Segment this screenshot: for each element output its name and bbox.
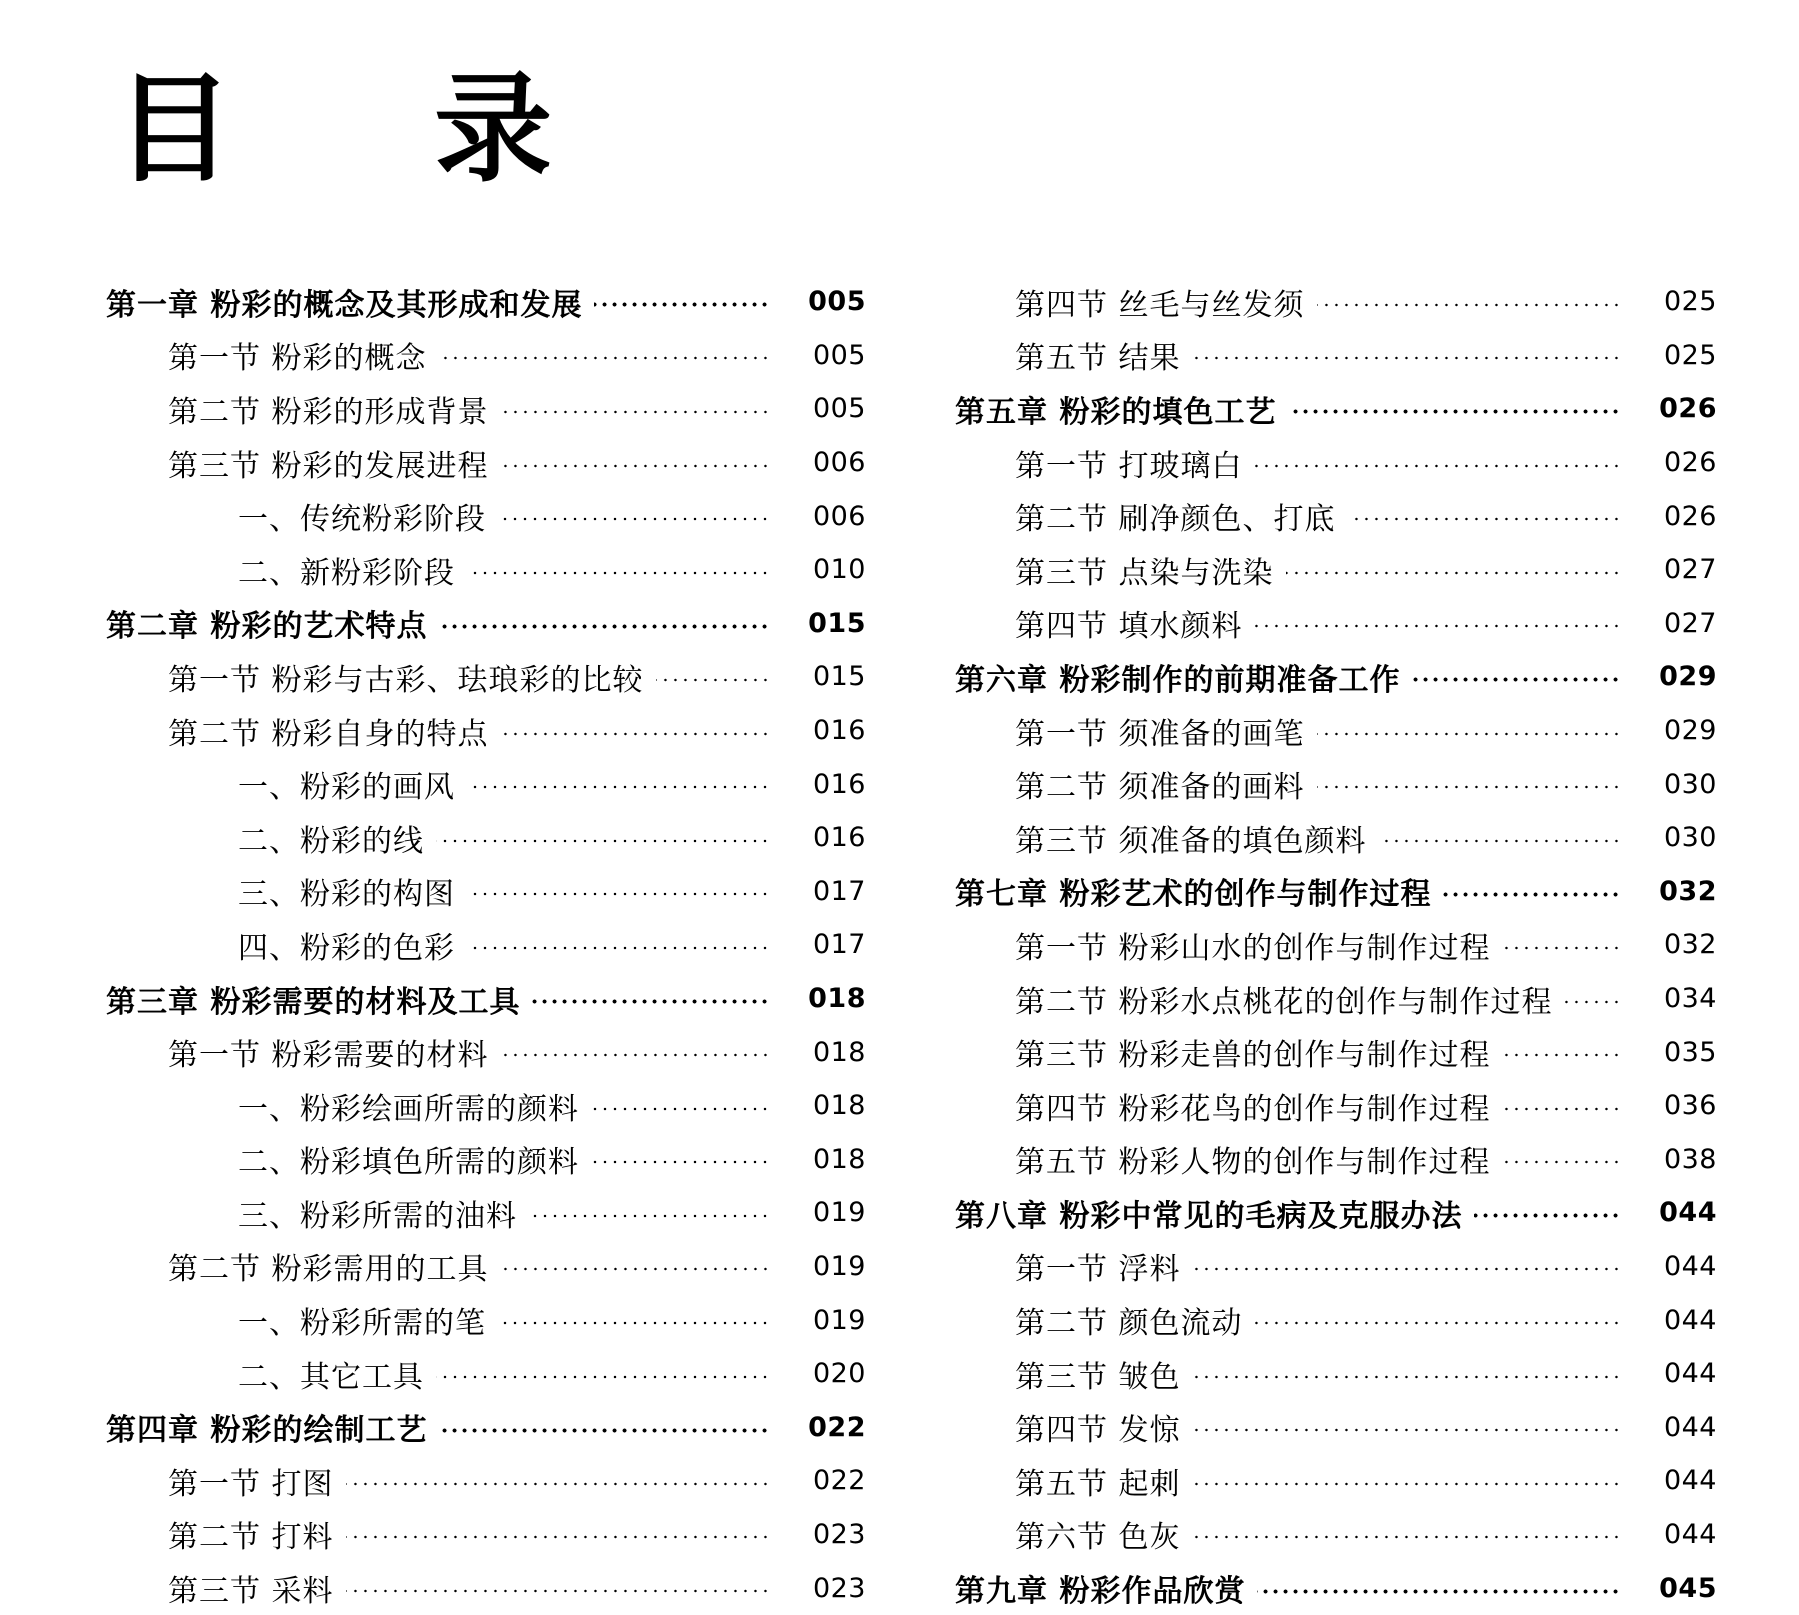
- dot-leader: [1348, 517, 1621, 521]
- toc-entry-title: 第六节 色灰: [1015, 1520, 1181, 1556]
- toc-page-number: 029: [1663, 715, 1717, 747]
- toc-subsection-entry[interactable]: [106, 1079, 866, 1133]
- toc-section-entry[interactable]: [955, 757, 1717, 811]
- toc-entry-title: 第一节 粉彩的概念: [168, 341, 427, 377]
- toc-entry-title: 第一节 打图: [168, 1466, 334, 1502]
- toc-entry-title: 第二节 粉彩的形成背景: [168, 394, 489, 430]
- toc-entry-title: 第二章 粉彩的艺术特点: [106, 609, 428, 645]
- dot-leader: [1317, 732, 1621, 736]
- toc-page-number: 006: [812, 447, 866, 479]
- toc-chapter-entry[interactable]: [955, 1186, 1717, 1240]
- toc-page-number: 006: [812, 500, 866, 532]
- toc-entry-title: 二、粉彩填色所需的颜料: [238, 1145, 579, 1181]
- toc-entry-title: 第四节 丝毛与丝发须: [1015, 287, 1305, 323]
- page-title: 目 录: [115, 60, 633, 198]
- toc-entry-title: 第三节 点染与洗染: [1015, 555, 1274, 591]
- toc-section-entry[interactable]: [955, 436, 1717, 490]
- toc-entry-title: 二、粉彩的线: [238, 823, 424, 859]
- toc-entry-title: 一、传统粉彩阶段: [238, 502, 486, 538]
- toc-page-number: 015: [812, 661, 866, 693]
- dot-leader: [439, 624, 770, 629]
- toc-page-number: 010: [812, 554, 866, 586]
- toc-entry-title: 第三节 须准备的填色颜料: [1015, 823, 1367, 859]
- toc-subsection-entry[interactable]: [106, 489, 866, 543]
- toc-chapter-entry[interactable]: [106, 972, 866, 1026]
- dot-leader: [439, 1428, 770, 1433]
- toc-entry-title: 第三章 粉彩需要的材料及工具: [106, 984, 521, 1020]
- dot-leader: [1193, 1535, 1621, 1539]
- toc-section-entry[interactable]: [106, 1454, 866, 1508]
- toc-page-number: 015: [808, 607, 866, 639]
- dot-leader: [498, 1321, 770, 1325]
- dot-leader: [1255, 464, 1621, 468]
- toc-entry-title: 第四节 填水颜料: [1015, 609, 1243, 645]
- toc-subsection-entry[interactable]: [106, 1133, 866, 1187]
- toc-entry-title: 第五章 粉彩的填色工艺: [955, 394, 1277, 430]
- toc-subsection-entry[interactable]: [106, 543, 866, 597]
- toc-page-number: 030: [1663, 768, 1717, 800]
- dot-leader: [1379, 839, 1621, 843]
- dot-leader: [501, 1267, 770, 1271]
- toc-page-number: 018: [812, 1090, 866, 1122]
- dot-leader: [1503, 1107, 1621, 1111]
- toc-section-entry[interactable]: [955, 597, 1717, 651]
- toc-page-number: 018: [812, 1036, 866, 1068]
- toc-section-entry[interactable]: [955, 1293, 1717, 1347]
- toc-page-number: 005: [812, 393, 866, 425]
- toc-page-number: 025: [1663, 339, 1717, 371]
- dot-leader: [1503, 1053, 1621, 1057]
- toc-page-number: 023: [812, 1572, 866, 1604]
- toc-entry-title: 第五节 结果: [1015, 341, 1181, 377]
- toc-page-number: 017: [812, 875, 866, 907]
- toc-entry-title: 第一节 粉彩与古彩、珐琅彩的比较: [168, 662, 644, 698]
- dot-leader: [1286, 571, 1621, 575]
- dot-leader: [1503, 1160, 1621, 1164]
- toc-chapter-entry[interactable]: [955, 650, 1717, 704]
- dot-leader: [529, 1214, 770, 1218]
- toc-page-number: 044: [1659, 1197, 1717, 1229]
- dot-leader: [467, 946, 770, 950]
- toc-chapter-entry[interactable]: [106, 597, 866, 651]
- toc-entry-title: 第二节 粉彩水点桃花的创作与制作过程: [1015, 984, 1553, 1020]
- toc-section-entry[interactable]: [106, 436, 866, 490]
- toc-section-entry[interactable]: [955, 1400, 1717, 1454]
- dot-leader: [498, 517, 770, 521]
- toc-section-entry[interactable]: [106, 382, 866, 436]
- toc-entry-title: 第一节 粉彩需要的材料: [168, 1038, 489, 1074]
- toc-chapter-entry[interactable]: [106, 275, 866, 329]
- dot-leader: [436, 1375, 770, 1379]
- toc-page-number: 029: [1659, 661, 1717, 693]
- toc-page-number: 032: [1663, 929, 1717, 961]
- toc-section-entry[interactable]: [955, 1240, 1717, 1294]
- dot-leader: [1193, 1267, 1621, 1271]
- toc-page-number: 030: [1663, 822, 1717, 854]
- toc-page-number: 044: [1663, 1465, 1717, 1497]
- toc-entry-title: 第二节 须准备的画料: [1015, 770, 1305, 806]
- toc-page-number: 038: [1663, 1143, 1717, 1175]
- toc-page-number: 026: [1663, 500, 1717, 532]
- toc-section-entry[interactable]: [955, 329, 1717, 383]
- toc-entry-title: 一、粉彩所需的笔: [238, 1306, 486, 1342]
- toc-page-number: 036: [1663, 1090, 1717, 1122]
- toc-section-entry[interactable]: [955, 1025, 1717, 1079]
- toc-page-number: 022: [808, 1411, 866, 1443]
- toc-section-entry[interactable]: [955, 918, 1717, 972]
- toc-chapter-entry[interactable]: [955, 382, 1717, 436]
- toc-entry-title: 第一章 粉彩的概念及其形成和发展: [106, 287, 583, 323]
- toc-subsection-entry[interactable]: [106, 1293, 866, 1347]
- toc-section-entry[interactable]: [106, 1240, 866, 1294]
- toc-section-entry[interactable]: [106, 1561, 866, 1615]
- toc-entry-title: 第三节 皱色: [1015, 1359, 1181, 1395]
- toc-page-number: 020: [812, 1358, 866, 1390]
- toc-section-entry[interactable]: [955, 972, 1717, 1026]
- dot-leader: [656, 678, 770, 682]
- dot-leader: [501, 732, 770, 736]
- toc-page-number: 044: [1663, 1411, 1717, 1443]
- toc-page-number: 019: [812, 1250, 866, 1282]
- toc-entry-title: 第三节 粉彩走兽的创作与制作过程: [1015, 1038, 1491, 1074]
- toc-page-number: 044: [1663, 1304, 1717, 1336]
- toc-entry-title: 一、粉彩的画风: [238, 770, 455, 806]
- dot-leader: [1443, 892, 1621, 897]
- dot-leader: [1193, 1428, 1621, 1432]
- toc-subsection-entry[interactable]: [106, 918, 866, 972]
- dot-leader: [1193, 1482, 1621, 1486]
- toc-section-entry[interactable]: [955, 704, 1717, 758]
- dot-leader: [1565, 1000, 1621, 1004]
- toc-entry-title: 第一节 粉彩山水的创作与制作过程: [1015, 930, 1491, 966]
- toc-entry-title: 第二节 打料: [168, 1520, 334, 1556]
- toc-entry-title: 第四节 粉彩花鸟的创作与制作过程: [1015, 1091, 1491, 1127]
- toc-entry-title: 第八章 粉彩中常见的毛病及克服办法: [955, 1198, 1463, 1234]
- toc-section-entry[interactable]: [955, 275, 1717, 329]
- toc-page-number: 018: [808, 983, 866, 1015]
- toc-page-number: 023: [812, 1518, 866, 1550]
- toc-page-number: 044: [1663, 1518, 1717, 1550]
- toc-column-left: [106, 275, 866, 1615]
- toc-page-number: 044: [1663, 1250, 1717, 1282]
- toc-page-number: 035: [1663, 1036, 1717, 1068]
- toc-entry-title: 第九章 粉彩作品欣赏: [955, 1574, 1246, 1610]
- dot-leader: [1288, 409, 1621, 414]
- toc-entry-title: 三、粉彩的构图: [238, 877, 455, 913]
- toc-page-number: 032: [1659, 875, 1717, 907]
- toc-entry-title: 第一节 须准备的画笔: [1015, 716, 1305, 752]
- dot-leader: [1474, 1213, 1621, 1218]
- toc-section-entry[interactable]: [955, 1508, 1717, 1562]
- toc-section-entry[interactable]: [955, 543, 1717, 597]
- toc-page-number: 026: [1663, 447, 1717, 479]
- dot-leader: [346, 1482, 770, 1486]
- toc-entry-title: 第七章 粉彩艺术的创作与制作过程: [955, 877, 1432, 913]
- toc-page-number: 027: [1663, 607, 1717, 639]
- toc-section-entry[interactable]: [106, 650, 866, 704]
- dot-leader: [1317, 785, 1621, 789]
- toc-entry-title: 二、新粉彩阶段: [238, 555, 455, 591]
- toc-section-entry[interactable]: [955, 811, 1717, 865]
- toc-section-entry[interactable]: [106, 1508, 866, 1562]
- toc-page-number: 005: [808, 286, 866, 318]
- dot-leader: [439, 356, 770, 360]
- toc-section-entry[interactable]: [955, 489, 1717, 543]
- toc-page-number: 044: [1663, 1358, 1717, 1390]
- toc-entry-title: 第五节 粉彩人物的创作与制作过程: [1015, 1145, 1491, 1181]
- dot-leader: [591, 1160, 770, 1164]
- toc-entry-title: 第三节 采料: [168, 1574, 334, 1610]
- toc-entry-title: 四、粉彩的色彩: [238, 930, 455, 966]
- toc-section-entry[interactable]: [955, 1454, 1717, 1508]
- toc-entry-title: 第六章 粉彩制作的前期准备工作: [955, 662, 1401, 698]
- dot-leader: [591, 1107, 770, 1111]
- dot-leader: [1412, 677, 1621, 682]
- toc-page-number: 022: [812, 1465, 866, 1497]
- toc-entry-title: 第四章 粉彩的绘制工艺: [106, 1413, 428, 1449]
- toc-page-number: 045: [1659, 1572, 1717, 1604]
- toc-page-number: 017: [812, 929, 866, 961]
- toc-subsection-entry[interactable]: [106, 1186, 866, 1240]
- toc-page-number: 019: [812, 1197, 866, 1229]
- dot-leader: [467, 571, 770, 575]
- dot-leader: [346, 1589, 770, 1593]
- toc-entry-title: 第四节 发惊: [1015, 1413, 1181, 1449]
- toc-chapter-entry[interactable]: [106, 1400, 866, 1454]
- toc-page-number: 025: [1663, 286, 1717, 318]
- toc-column-right: [955, 275, 1717, 1615]
- toc-subsection-entry[interactable]: [106, 757, 866, 811]
- dot-leader: [594, 302, 770, 307]
- toc-entry-title: 第一节 浮料: [1015, 1252, 1181, 1288]
- toc-section-entry[interactable]: [106, 329, 866, 383]
- toc-chapter-entry[interactable]: [955, 1561, 1717, 1615]
- dot-leader: [1317, 303, 1621, 307]
- toc-section-entry[interactable]: [106, 1025, 866, 1079]
- toc-section-entry[interactable]: [106, 704, 866, 758]
- toc-entry-title: 第五节 起刺: [1015, 1466, 1181, 1502]
- dot-leader: [467, 785, 770, 789]
- dot-leader: [467, 892, 770, 896]
- toc-entry-title: 二、其它工具: [238, 1359, 424, 1395]
- dot-leader: [501, 410, 770, 414]
- dot-leader: [346, 1535, 770, 1539]
- toc-entry-title: 第一节 打玻璃白: [1015, 448, 1243, 484]
- toc-entry-title: 第三节 粉彩的发展进程: [168, 448, 489, 484]
- toc-page-number: 019: [812, 1304, 866, 1336]
- toc-section-entry[interactable]: [955, 1347, 1717, 1401]
- toc-page-number: 016: [812, 768, 866, 800]
- dot-leader: [1193, 1375, 1621, 1379]
- toc-page-number: 027: [1663, 554, 1717, 586]
- toc-page-number: 018: [812, 1143, 866, 1175]
- dot-leader: [1257, 1589, 1621, 1594]
- dot-leader: [1255, 1321, 1621, 1325]
- toc-entry-title: 第二节 粉彩自身的特点: [168, 716, 489, 752]
- toc-section-entry[interactable]: [955, 1133, 1717, 1187]
- toc-subsection-entry[interactable]: [106, 865, 866, 919]
- toc-page-number: 016: [812, 822, 866, 854]
- toc-page-number: 034: [1663, 983, 1717, 1015]
- toc-page-number: 026: [1659, 393, 1717, 425]
- dot-leader: [501, 464, 770, 468]
- toc-entry-title: 三、粉彩所需的油料: [238, 1198, 517, 1234]
- toc-entry-title: 第二节 粉彩需用的工具: [168, 1252, 489, 1288]
- toc-page-number: 005: [812, 339, 866, 371]
- toc-section-entry[interactable]: [955, 1079, 1717, 1133]
- dot-leader: [1193, 356, 1621, 360]
- dot-leader: [1503, 946, 1621, 950]
- toc-page-number: 016: [812, 715, 866, 747]
- toc-subsection-entry[interactable]: [106, 811, 866, 865]
- dot-leader: [1255, 624, 1621, 628]
- dot-leader: [532, 999, 770, 1004]
- toc-entry-title: 第二节 颜色流动: [1015, 1306, 1243, 1342]
- toc-entry-title: 一、粉彩绘画所需的颜料: [238, 1091, 579, 1127]
- dot-leader: [501, 1053, 770, 1057]
- toc-entry-title: 第二节 刷净颜色、打底: [1015, 502, 1336, 538]
- dot-leader: [436, 839, 770, 843]
- toc-subsection-entry[interactable]: [106, 1347, 866, 1401]
- toc-chapter-entry[interactable]: [955, 865, 1717, 919]
